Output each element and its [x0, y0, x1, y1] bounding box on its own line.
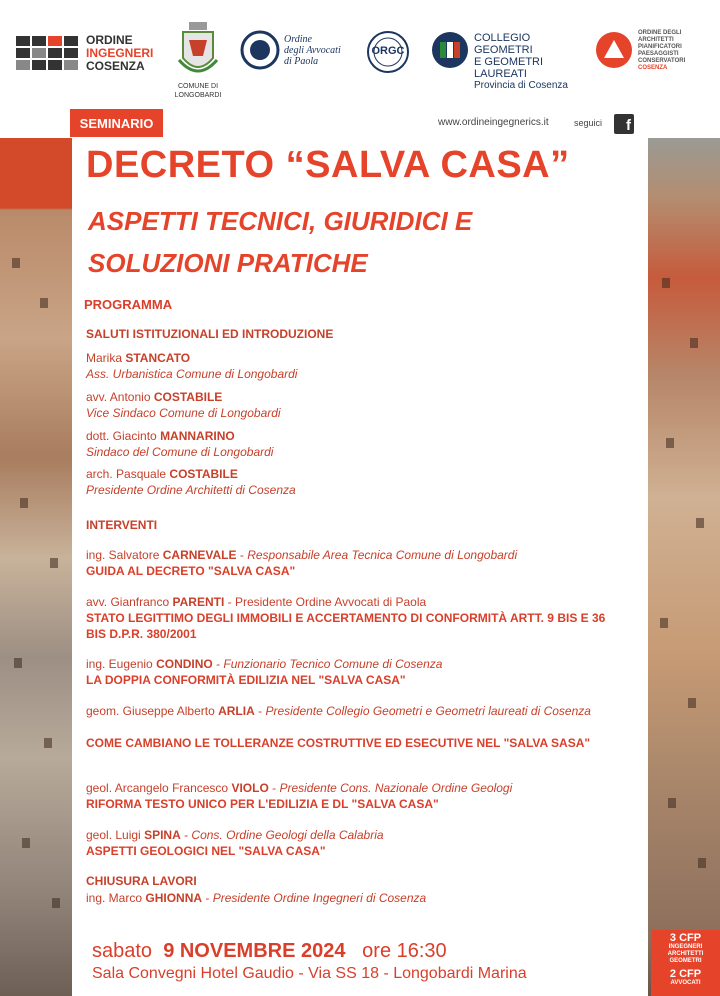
speaker-prefix: dott. Giacinto: [86, 429, 157, 443]
town-photo-left: [0, 138, 72, 996]
logo5-line1: COLLEGIO GEOMETRI: [474, 32, 533, 56]
subtitle-line1: ASPETTI TECNICI, GIURIDICI E: [88, 206, 473, 236]
speaker-name: VIOLO: [231, 781, 269, 795]
event-venue: Sala Convegni Hotel Gaudio - Via SS 18 - Longobardi Marina: [92, 965, 527, 982]
speaker-name: MANNARINO: [160, 429, 235, 443]
speaker-prefix: ing. Marco: [86, 891, 143, 905]
subtitle-line2: SOLUZIONI PRATICHE: [88, 248, 368, 278]
speaker-prefix: geol. Luigi: [86, 828, 141, 842]
logo6-line5: CONSERVATORI: [638, 58, 686, 64]
speaker-role: Presidente Ordine Architetti di Cosenza: [86, 483, 296, 497]
speaker-prefix: arch. Pasquale: [86, 467, 167, 481]
subtitle: [88, 200, 472, 284]
logo2-line2: LONGOBARDI: [174, 92, 222, 99]
intervento-speaker: [86, 703, 636, 719]
speaker-prefix: avv. Gianfranco: [86, 595, 170, 609]
logo3-line3: di Paola: [284, 56, 319, 67]
speaker-prefix: ing. Salvatore: [86, 548, 160, 562]
architetti-mark-icon: [594, 30, 634, 70]
speaker-role: Funzionario Tecnico Comune di Cosenza: [223, 657, 443, 671]
speaker-role: Presidente Collegio Geometri e Geometri laureati di Cosenza: [265, 704, 591, 718]
logo1-line1: ORDINE: [86, 33, 133, 47]
saluti-item: [86, 466, 636, 498]
speaker-name: ARLIA: [218, 704, 255, 718]
chiusura-speaker: [86, 890, 636, 906]
cfp-badge: [651, 930, 720, 996]
saluti-item: [86, 428, 636, 460]
geometri-seal-icon: [430, 30, 470, 70]
ordine-ingegneri-logo: [16, 34, 164, 74]
speaker-name: COSTABILE: [169, 467, 238, 481]
cfp-b1: AVVOCATI: [670, 980, 701, 986]
speaker-prefix: avv. Antonio: [86, 390, 151, 404]
talk-title: STATO LEGITTIMO DEGLI IMMOBILI E ACCERTAMENTO DI CONFORMITÀ ARTT. 9 BIS E 36 BIS D.P.R. 380/2001: [86, 611, 606, 641]
speaker-prefix: geol. Arcangelo Francesco: [86, 781, 229, 795]
ordine-avvocati-logo: [240, 30, 360, 74]
seguici-label: seguici: [574, 118, 603, 128]
programma-heading: PROGRAMMA: [84, 297, 173, 312]
chiusura-heading: CHIUSURA LAVORI: [86, 874, 197, 888]
comune-longobardi-logo: [172, 20, 224, 104]
website-link[interactable]: www.ordineingegnerics.it: [438, 117, 549, 128]
event-time: ore 16:30: [362, 940, 447, 962]
speaker-prefix: ing. Eugenio: [86, 657, 153, 671]
intervento-speaker: [86, 780, 636, 796]
speaker-name: CARNEVALE: [162, 548, 237, 562]
speaker-name: COSTABILE: [153, 390, 223, 404]
event-day: sabato: [92, 940, 153, 962]
speaker-role: Presidente Ordine Ingegneri di Cosenza: [212, 891, 427, 905]
speaker-name: STANCATO: [125, 351, 191, 365]
logo1-line3: COSENZA: [86, 59, 145, 73]
speaker-sep: -: [202, 891, 213, 905]
facebook-icon[interactable]: f: [614, 114, 634, 134]
speaker-name: CONDINO: [156, 657, 213, 671]
speaker-role: Vice Sindaco Comune di Longobardi: [86, 406, 281, 420]
intervento-speaker: [86, 656, 636, 672]
logo6-line2: ARCHITETTI: [638, 37, 674, 43]
speaker-prefix: geom. Giuseppe Alberto: [86, 704, 215, 718]
town-photo-right: [648, 138, 720, 996]
speaker-role: Cons. Ordine Geologi della Calabria: [191, 828, 384, 842]
logo4-text: ORGC: [371, 45, 405, 57]
logo2-line1: COMUNE DI: [177, 83, 219, 90]
speaker-role: Ass. Urbanistica Comune di Longobardi: [86, 367, 298, 381]
seminario-badge: SEMINARIO: [70, 109, 163, 137]
speaker-prefix: Marika: [86, 351, 123, 365]
collegio-geometri-logo: [430, 30, 590, 91]
intervento-speaker: [86, 827, 636, 843]
cfp-b: 2 CFP: [669, 968, 702, 980]
event-date-value: 9 NOVEMBRE 2024: [163, 940, 346, 962]
logo3-line2: degli Avvocati: [284, 45, 341, 56]
saluti-heading: SALUTI ISTITUZIONALI ED INTRODUZIONE: [86, 327, 334, 341]
logo6-line3: PIANIFICATORI: [638, 44, 682, 50]
cfp-a2: ARCHITETTI: [667, 951, 704, 957]
speaker-sep: -: [268, 781, 280, 795]
speaker-role: Presidente Ordine Avvocati di Paola: [234, 595, 427, 609]
talk-title: GUIDA AL DECRETO "SALVA CASA": [86, 564, 296, 578]
speaker-role: Presidente Cons. Nazionale Ordine Geologi: [279, 781, 513, 795]
logo1-line2: INGEGNERI: [86, 46, 154, 60]
speaker-sep: -: [236, 548, 248, 562]
cfp-a: 3 CFP: [669, 932, 702, 944]
coat-of-arms-icon: [175, 20, 221, 82]
saluti-item: [86, 350, 636, 382]
event-date: [92, 940, 447, 963]
logo6-line1: ORDINE DEGLI: [638, 30, 682, 36]
talk-title: COME CAMBIANO LE TOLLERANZE COSTRUTTIVE ED ESECUTIVE NEL "SALVA SASA": [86, 736, 591, 750]
cfp-a1: INGEGNERI: [668, 944, 703, 950]
intervento-speaker: [86, 594, 636, 610]
talk-title: LA DOPPIA CONFORMITÀ EDILIZIA NEL "SALVA CASA": [86, 673, 406, 687]
logo6-line6: COSENZA: [638, 65, 668, 71]
speaker-sep: -: [254, 704, 266, 718]
logo5-line3: Provincia di Cosenza: [474, 80, 568, 91]
talk-title: ASPETTI GEOLOGICI NEL "SALVA CASA": [86, 844, 326, 858]
speaker-sep: -: [180, 828, 192, 842]
speaker-sep: -: [212, 657, 224, 671]
logo6-line4: PAESAGGISTI: [638, 51, 679, 57]
speaker-role: Responsabile Area Tecnica Comune di Longobardi: [247, 548, 518, 562]
saluti-item: [86, 389, 636, 421]
interventi-heading: INTERVENTI: [86, 518, 158, 532]
orgc-logo: [366, 30, 410, 74]
speaker-name: GHIONNA: [145, 891, 203, 905]
logo5-line2: E GEOMETRI LAUREATI: [474, 56, 544, 80]
talk-title: RIFORMA TESTO UNICO PER L'EDILIZIA E DL "SALVA CASA": [86, 797, 439, 811]
logo-header: [0, 0, 720, 108]
speaker-name: SPINA: [144, 828, 181, 842]
ordine-architetti-logo: [594, 30, 706, 74]
avvocati-seal-icon: [240, 30, 280, 70]
grid-mark-icon: [16, 34, 80, 74]
speaker-role: Sindaco del Comune di Longobardi: [86, 445, 274, 459]
logo3-line1: Ordine: [284, 34, 312, 45]
speaker-sep: -: [224, 595, 235, 609]
speaker-name: PARENTI: [172, 595, 225, 609]
intervento-speaker: [86, 547, 636, 563]
main-title: DECRETO “SALVA CASA”: [86, 144, 570, 186]
cfp-a3: GEOMETRI: [669, 958, 702, 964]
